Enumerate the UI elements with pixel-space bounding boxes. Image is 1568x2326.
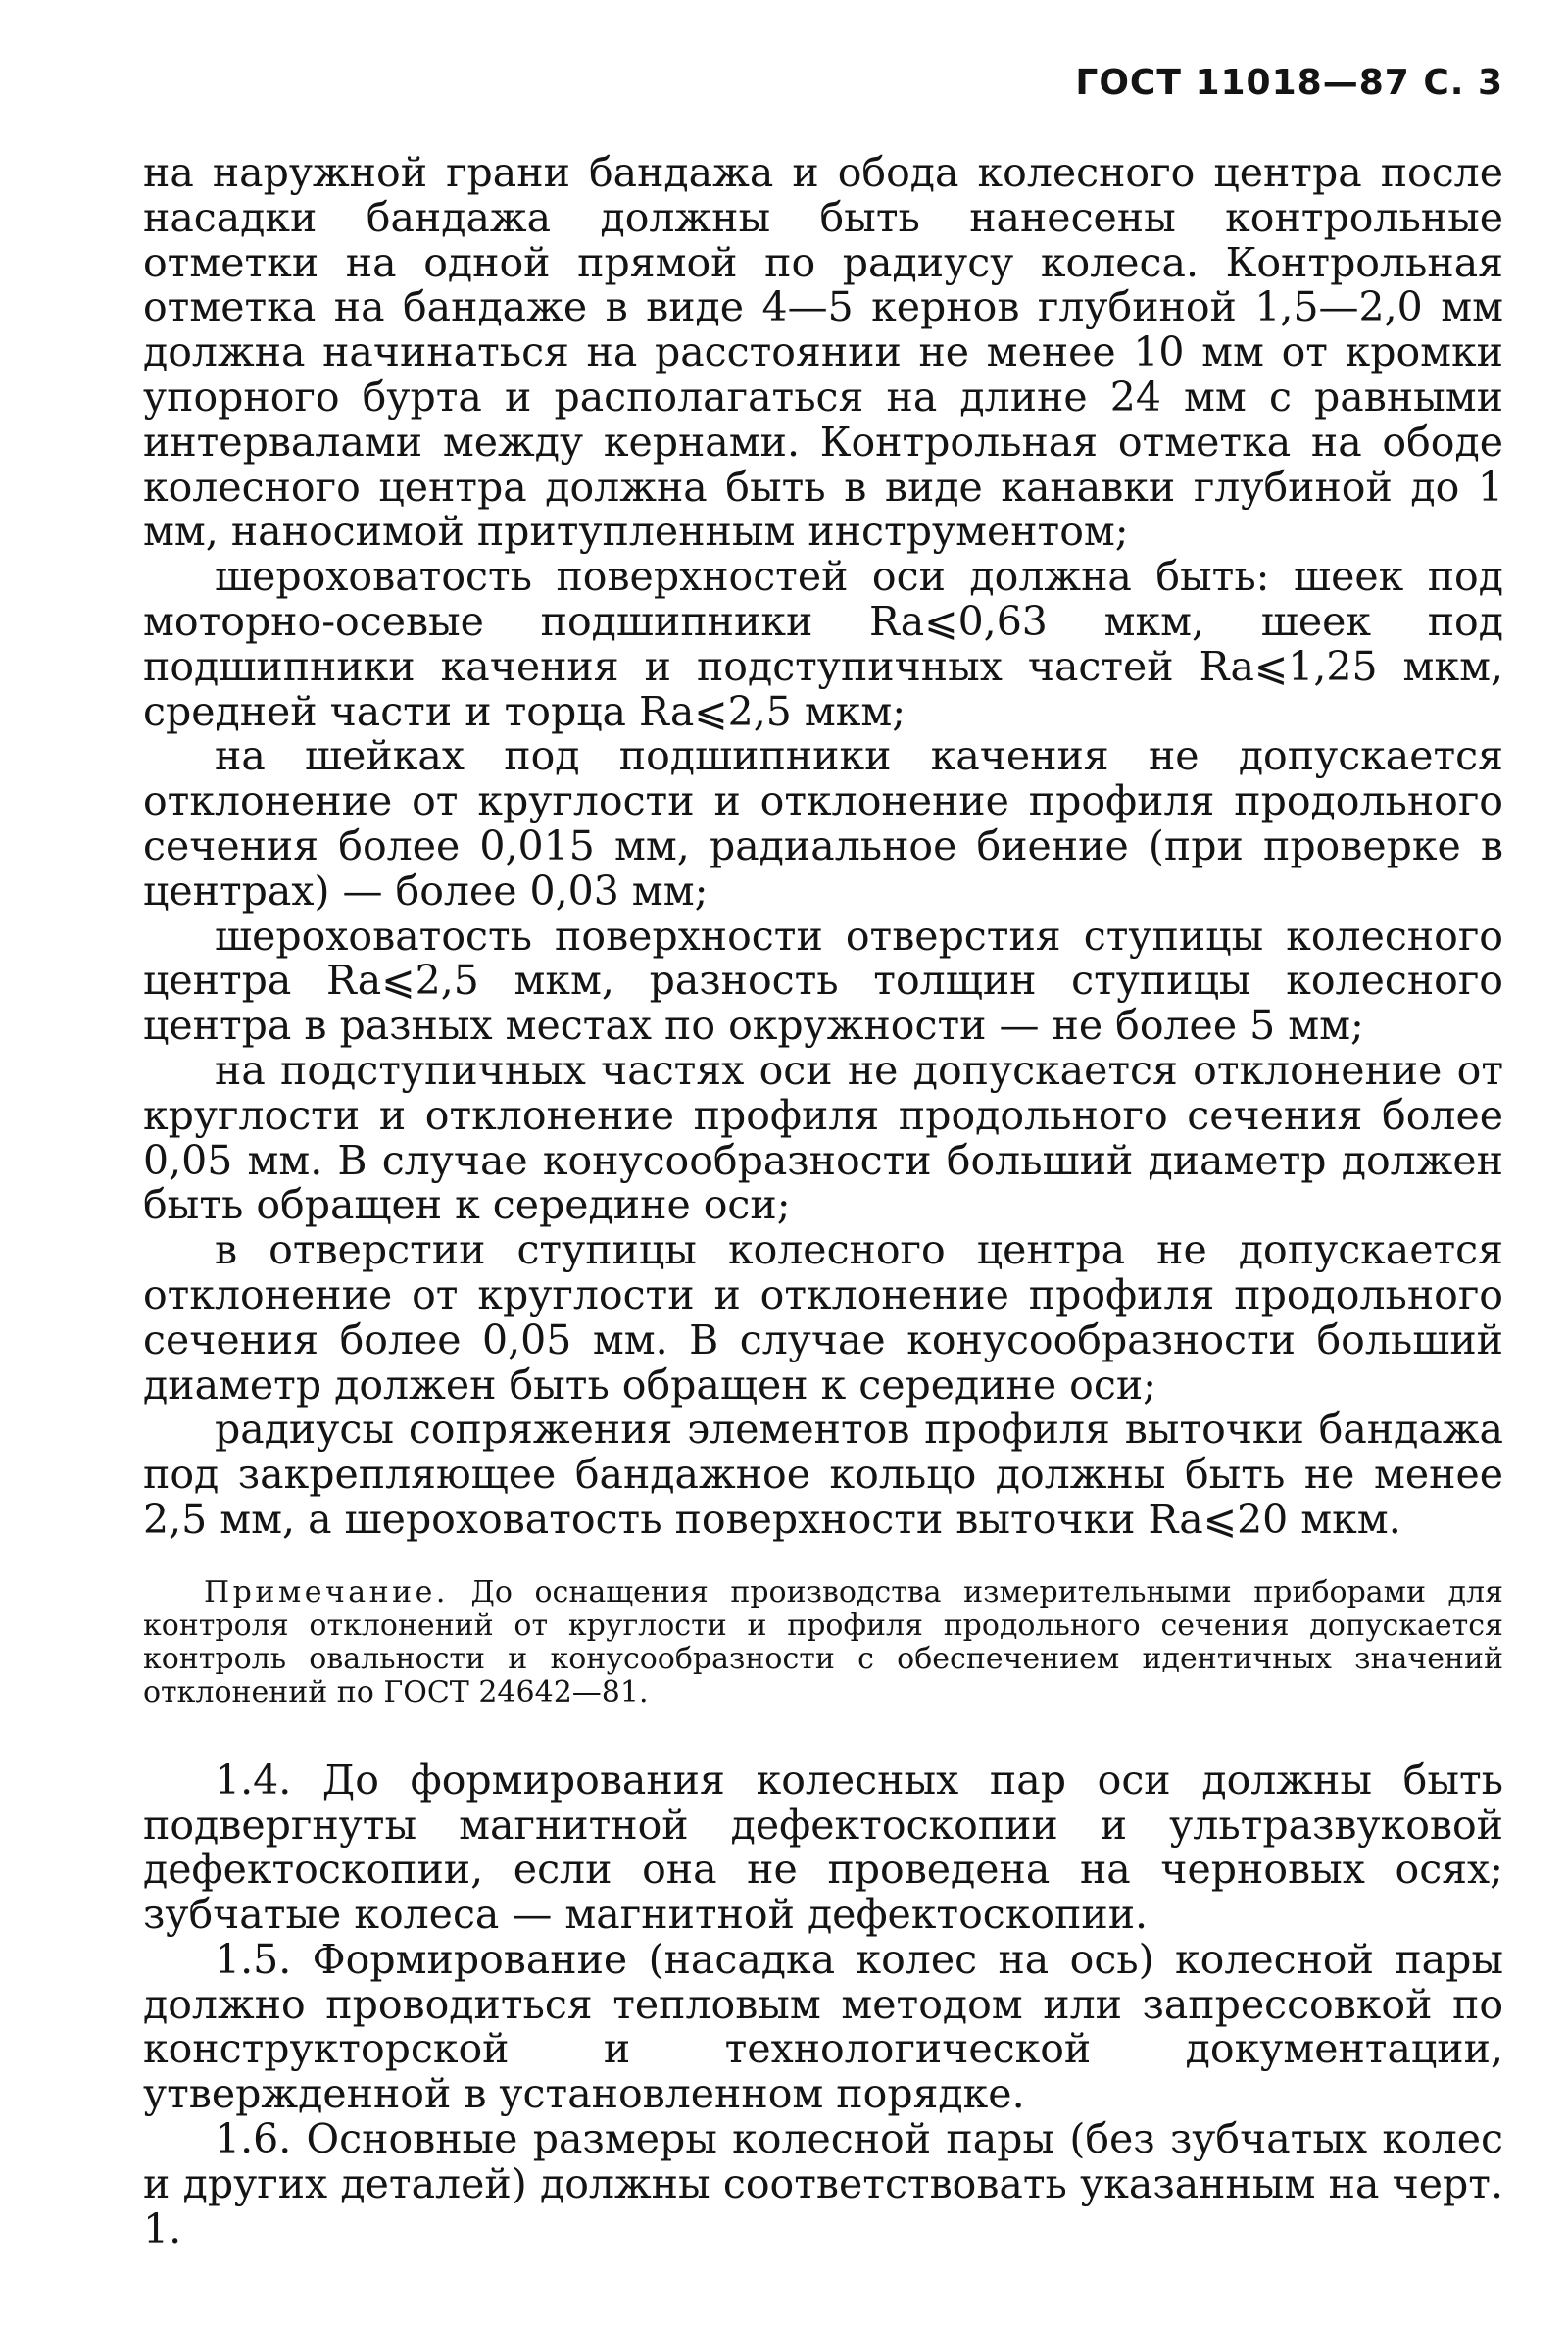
- clause-1-6: 1.6. Основные размеры колесной пары (без зубчатых колес и других деталей) должны соответствовать указанным на черт. 1.: [143, 2115, 1503, 2252]
- clause-1-4: 1.4. До формирования колесных пар оси должны быть подвергнуты магнитной дефектоскопии и ультразвуковой дефектоскопии, если она не проведена на черновых осях; зубчатые колеса — магнитной дефектоскопии.: [143, 1756, 1503, 1939]
- note-block: [143, 1576, 1503, 1709]
- clause-1-5: 1.5. Формирование (насадка колес на ось) колесной пары должно проводиться тепловым методом или запрессовкой по конструкторской и технологической документации, утвержденной в установленном порядке.: [143, 1935, 1503, 2118]
- page-header-standard: ГОСТ 11018—87 С. 3: [1075, 63, 1503, 103]
- paragraph-groove-radii: радиусы сопряжения элементов профиля выточки бандажа под закрепляющее бандажное кольцо должны быть не менее 2,5 мм, а шероховатость поверхности выточки Ra⩽20 мкм.: [143, 1406, 1503, 1543]
- note-label: Примечание.: [204, 1574, 449, 1609]
- paragraph-axle-roughness: шероховатость поверхностей оси должна быть: шеек под моторно-осевые подшипники Ra⩽0,63 мкм, шеек под подшипники качения и подступичных частей Ra⩽1,25 мкм, средней части и торца Ra⩽2,5 мкм;: [143, 553, 1503, 735]
- paragraph-hub-bore-tolerance: в отверстии ступицы колесного центра не допускается отклонение от круглости и отклонение профиля продольного сечения более 0,05 мм. В случае конусообразности больший диаметр должен быть обращен к середине оси;: [143, 1226, 1503, 1409]
- note-text: До оснащения производства измерительными приборами для контроля отклонений от круглости и профиля продольного сечения допускается контроль овальности и конусообразности с обеспечением идентичных значений отклонений по ГОСТ 24642—81.: [143, 1574, 1503, 1709]
- paragraph-hub-bore-roughness: шероховатость поверхности отверстия ступицы колесного центра Ra⩽2,5 мкм, разность толщин ступицы колесного центра в разных местах по окружности — не более 5 мм;: [143, 912, 1503, 1050]
- paragraph-marking: на наружной грани бандажа и обода колесного центра после насадки бандажа должны быть нанесены контрольные отметки на одной прямой по радиусу колеса. Контрольная отметка на бандаже в виде 4—5 кернов глубиной 1,5—2,0 мм должна начинаться на расстоянии не менее 10 мм от кромки упорного бурта и располагаться на длине 24 мм с равными интервалами между кернами. Контрольная отметка на ободе колесного центра должна быть в виде канавки глубиной до 1 мм, наносимой притупленным инструментом;: [143, 149, 1503, 556]
- paragraph-journal-tolerance: на шейках под подшипники качения не допускается отклонение от круглости и отклонение профиля продольного сечения более 0,015 мм, радиальное биение (при проверке в центрах) — более 0,03 мм;: [143, 732, 1503, 915]
- document-body: [143, 151, 1503, 2252]
- numbered-clauses: [143, 1758, 1503, 2252]
- paragraph-hub-seat-tolerance: на подступичных частях оси не допускается отклонение от круглости и отклонение профиля продольного сечения более 0,05 мм. В случае конусообразности больший диаметр должен быть обращен к середине оси;: [143, 1046, 1503, 1229]
